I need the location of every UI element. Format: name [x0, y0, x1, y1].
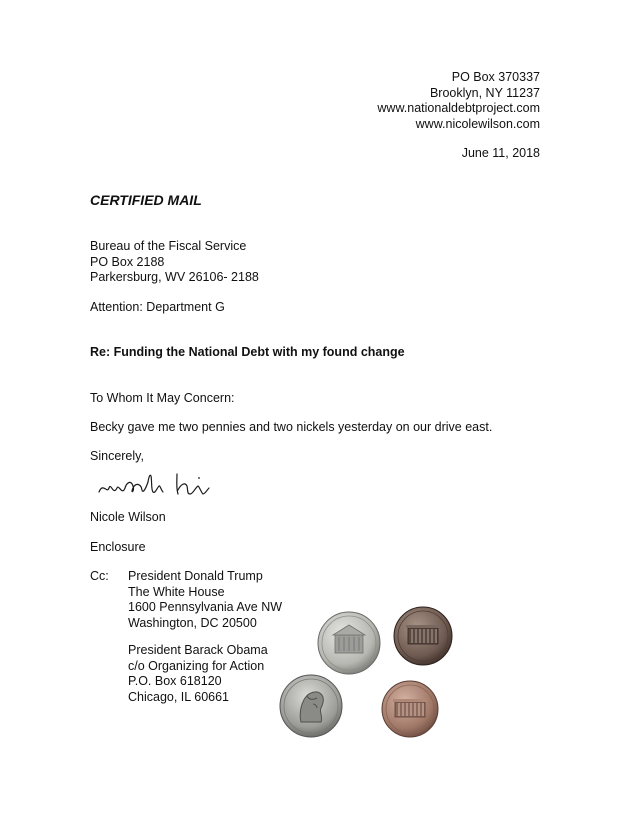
- sender-website[interactable]: www.nationaldebtproject.com: [377, 101, 540, 115]
- closing: Sincerely,: [90, 449, 144, 463]
- subject-line: Re: Funding the National Debt with my found change: [90, 345, 405, 359]
- certified-mail-heading: CERTIFIED MAIL: [90, 192, 202, 208]
- nickel-reverse-coin: [317, 611, 381, 675]
- recipient-line: Bureau of the Fiscal Service: [90, 239, 247, 253]
- letter-date: June 11, 2018: [461, 146, 540, 160]
- recipient-address: [90, 239, 259, 286]
- enclosure-note: Enclosure: [90, 540, 146, 554]
- cc-line: President Donald Trump: [128, 569, 263, 583]
- salutation: To Whom It May Concern:: [90, 391, 235, 405]
- sender-line: Brooklyn, NY 11237: [429, 85, 540, 100]
- cc-line: Washington, DC 20500: [128, 615, 257, 630]
- cc-line: Chicago, IL 60661: [128, 689, 230, 704]
- cc-line: 1600 Pennsylvania Ave NW: [128, 600, 283, 614]
- cc-line: c/o Organizing for Action: [128, 658, 265, 673]
- cc-recipient: [128, 569, 282, 631]
- letter-body: Becky gave me two pennies and two nickels yesterday on our drive east.: [90, 420, 493, 434]
- cc-line: P.O. Box 618120: [128, 674, 222, 688]
- cc-line: President Barack Obama: [128, 643, 268, 657]
- sender-line: PO Box 370337: [451, 70, 540, 84]
- sender-address: [377, 70, 540, 132]
- signer-name: Nicole Wilson: [90, 510, 166, 524]
- handwritten-signature: [95, 466, 235, 506]
- cc-line: The White House: [128, 584, 225, 599]
- attention-line: Attention: Department G: [90, 300, 225, 314]
- penny-reverse-coin: [381, 680, 439, 738]
- recipient-line: Parkersburg, WV 26106- 2188: [90, 270, 259, 284]
- cc-recipient: [128, 643, 268, 705]
- sender-website[interactable]: www.nicolewilson.com: [415, 116, 540, 131]
- penny-reverse-coin: [393, 606, 453, 666]
- cc-label: Cc:: [90, 569, 109, 583]
- recipient-line: PO Box 2188: [90, 254, 165, 269]
- nickel-obverse-coin: [279, 674, 343, 738]
